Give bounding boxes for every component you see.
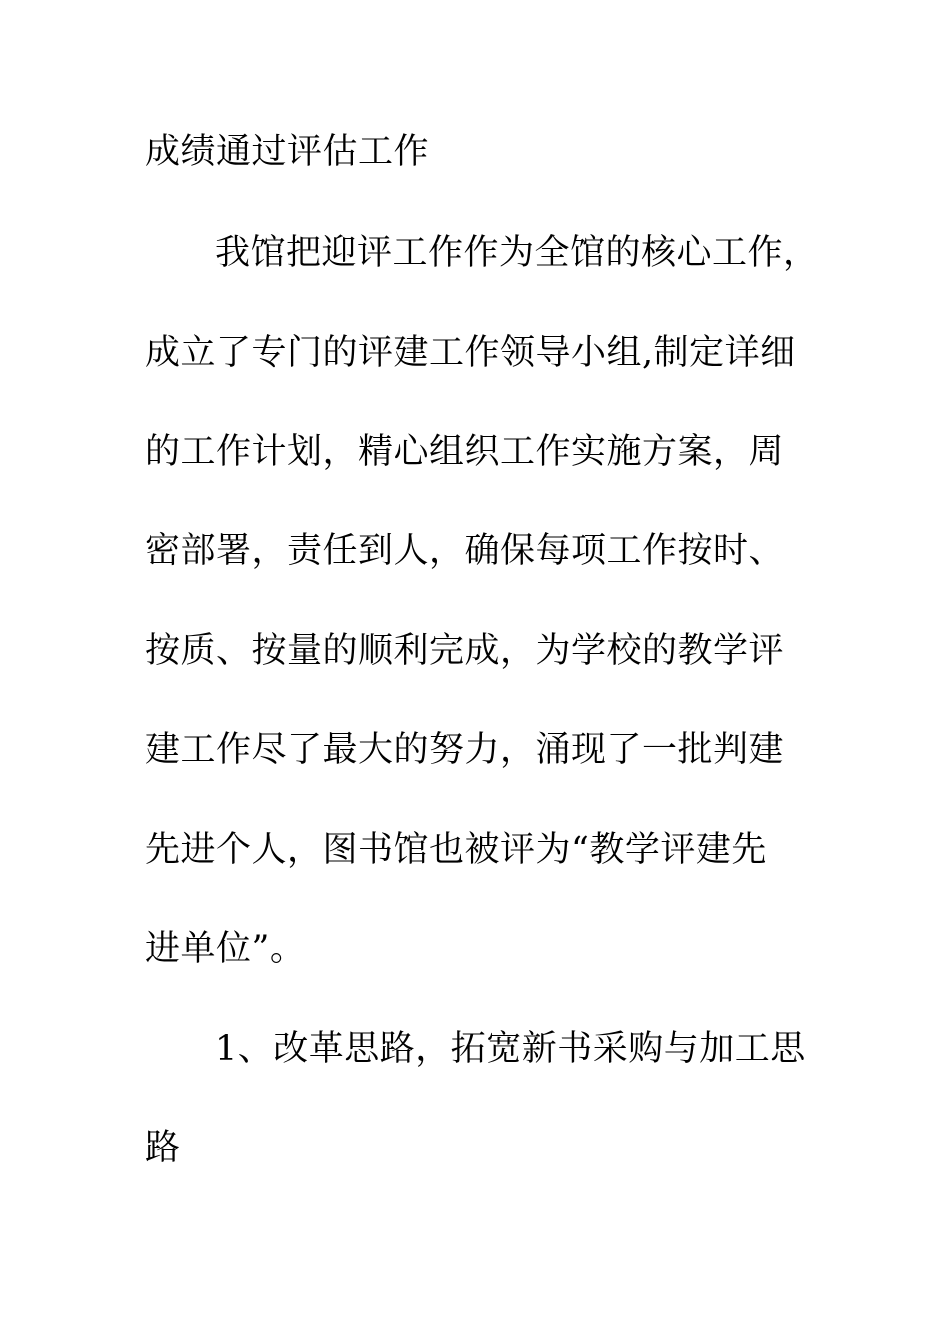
text-line: 的工作计划，精心组织工作实施方案，周 [145, 432, 785, 472]
text-line: 建工作尽了最大的努力，涌现了一批判建 [145, 730, 785, 770]
text-line: 成立了专门的评建工作领导小组,制定详细 [145, 333, 796, 373]
text-line: 先进个人，图书馆也被评为“教学评建先 [145, 830, 767, 870]
text-line: 进单位”。 [145, 929, 306, 969]
text-line: 路 [145, 1128, 181, 1168]
text-line: 成绩通过评估工作 [145, 132, 430, 172]
section-heading: 1、改革思路，拓宽新书采购与加工思 [215, 1029, 806, 1069]
paragraph-first-line: 我馆把迎评工作作为全馆的核心工作， [215, 233, 819, 273]
text-line: 按质、按量的顺利完成，为学校的教学评 [145, 631, 785, 671]
text-line: 密部署，责任到人，确保每项工作按时、 [145, 531, 785, 571]
